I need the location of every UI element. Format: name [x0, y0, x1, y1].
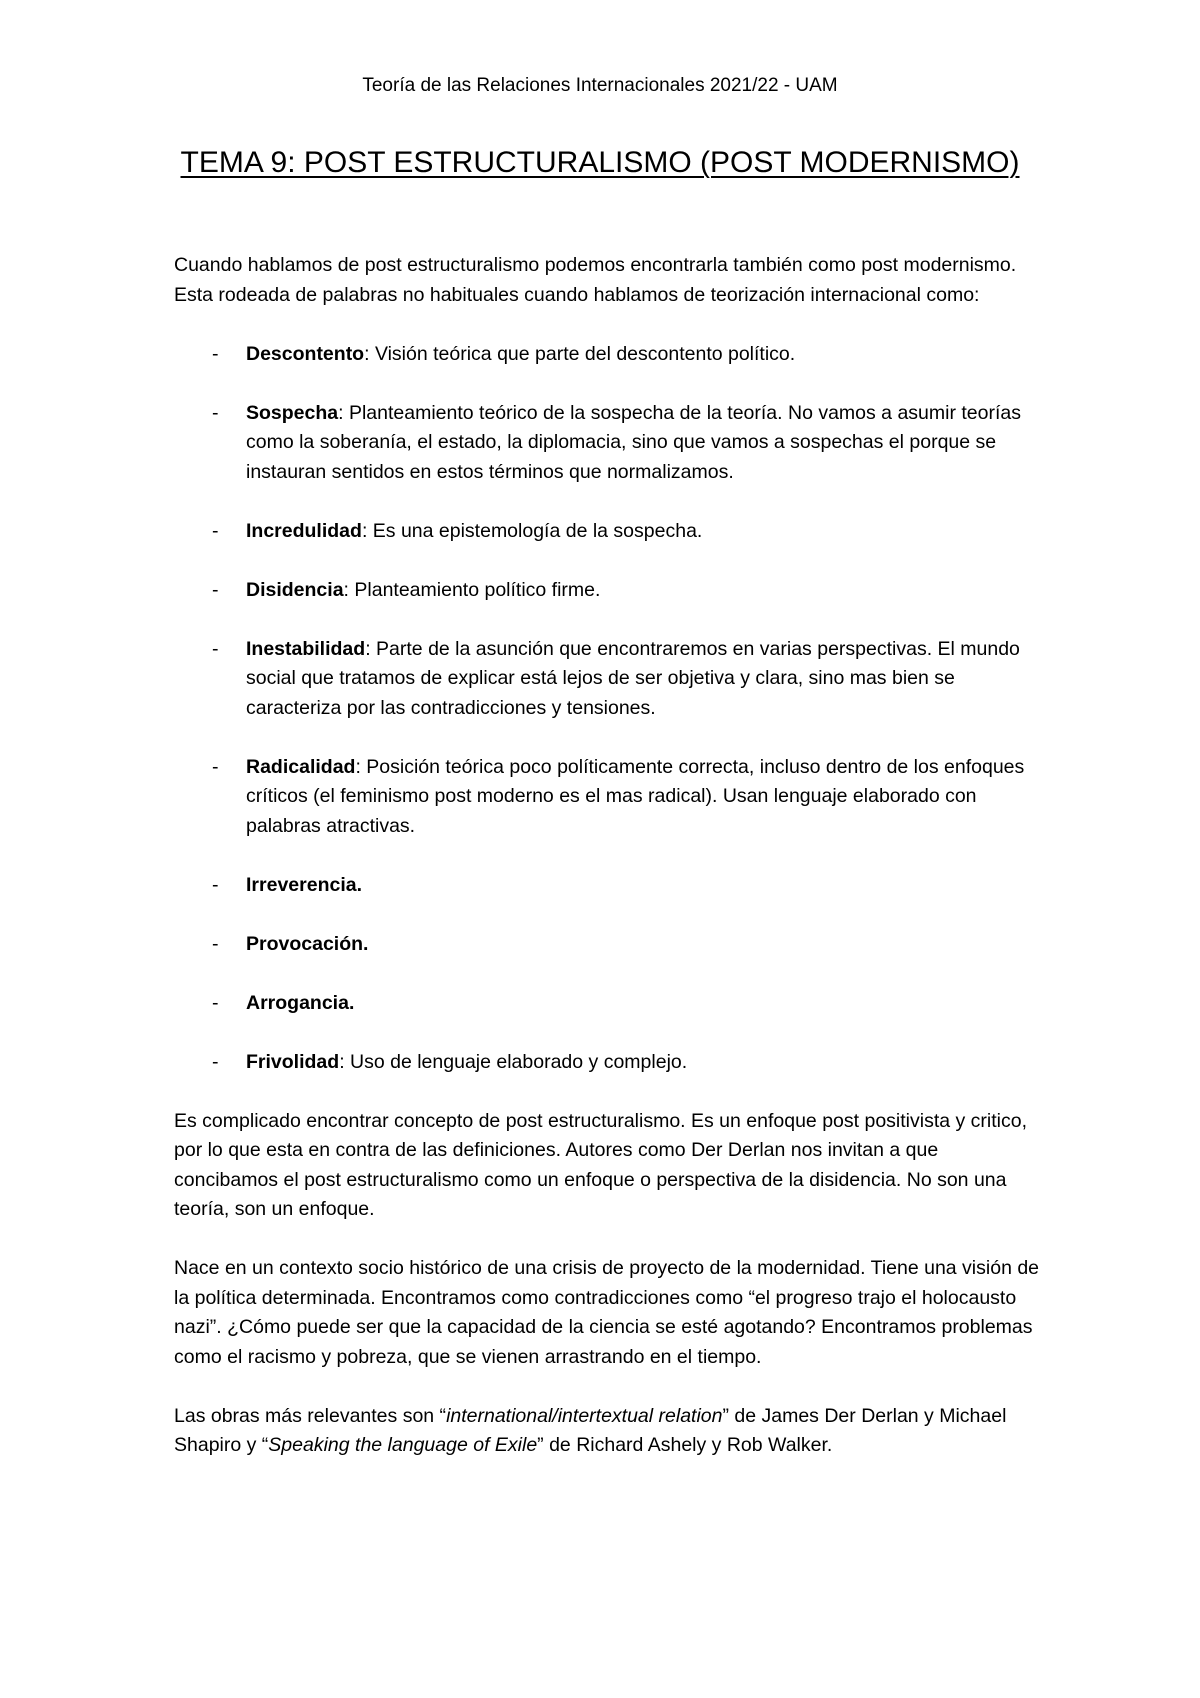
intro-paragraph: Cuando hablamos de post estructuralismo podemos encontrarla también como post modernismo. Esta rodeada de palabras no habituales cuando hablamos de teorización internacional como:: [174, 254, 1017, 306]
list-item-text: Planteamiento teórico de la sospecha de la teoría. No vamos a asumir teorías como la soberanía, el estado, la diplomacia, sino que vamos a sospechas el porque se instauran sentidos en estos términos que normalizamos.: [246, 401, 1021, 483]
list-dash: -: [212, 401, 219, 424]
list-item-text: Parte de la asunción que encontraremos en varias perspectivas. El mundo social que tratamos de explicar está lejos de ser objetiva y clara, sino mas bien se caracteriza por las contradicciones y tensiones.: [246, 637, 1020, 719]
list-item-separator: :: [364, 342, 370, 365]
list-item-arrogancia: [174, 989, 1046, 1019]
list-item-term: Arrogancia.: [246, 991, 355, 1014]
works-paragraph: [174, 1402, 1046, 1461]
page-header: Teoría de las Relaciones Internacionales 2021/22 - UAM: [362, 75, 838, 96]
list-item-separator: :: [365, 637, 371, 660]
list-item-separator: :: [338, 401, 344, 424]
works-text: Las obras más relevantes son “: [174, 1404, 447, 1427]
list-item-text: Planteamiento político firme.: [348, 578, 601, 601]
list-item-text: Visión teórica que parte del descontento político.: [369, 342, 796, 365]
works-text: ” de James Der Derlan y Michael Shapiro y “: [174, 1404, 1007, 1456]
list-item-frivolidad: [174, 1048, 1046, 1078]
list-item-separator: :: [339, 1050, 345, 1073]
list-item-text: Es una epistemología de la sospecha.: [367, 519, 703, 542]
list-item-term: Descontento: [246, 342, 365, 365]
list-item-inestabilidad: [174, 635, 1046, 724]
list-item-text: Uso de lenguaje elaborado y complejo.: [344, 1050, 688, 1073]
list-item-provocacion: [174, 930, 1046, 960]
document-body: [174, 251, 1046, 1490]
list-item-term: Disidencia: [246, 578, 344, 601]
list-item-disidencia: [174, 576, 1046, 606]
list-dash: -: [212, 342, 219, 365]
list-item-sospecha: [174, 399, 1046, 488]
list-dash: -: [212, 1050, 219, 1073]
list-dash: -: [212, 519, 219, 542]
concept-list: [174, 340, 1046, 1078]
list-item-separator: :: [355, 755, 361, 778]
list-item-separator: :: [343, 578, 349, 601]
list-item-radicalidad: [174, 753, 1046, 842]
list-item-term: Frivolidad: [246, 1050, 340, 1073]
list-item-text: Posición teórica poco políticamente correcta, incluso dentro de los enfoques críticos (el feminismo post moderno es el mas radical). Usan lenguaje elaborado con palabras atractivas.: [246, 755, 1025, 837]
work-title: Speaking the language of Exile: [268, 1434, 538, 1456]
list-item-term: Irreverencia.: [246, 873, 363, 896]
document-title: TEMA 9: POST ESTRUCTURALISMO (POST MODERNISMO): [180, 146, 1020, 179]
list-item-term: Inestabilidad: [246, 637, 366, 660]
works-text: ” de Richard Ashely y Rob Walker.: [537, 1434, 833, 1456]
list-item-term: Incredulidad: [246, 519, 362, 542]
list-item-term: Sospecha: [246, 401, 339, 424]
list-dash: -: [212, 932, 219, 955]
list-item-descontento: [174, 340, 1046, 370]
list-item-separator: :: [361, 519, 368, 542]
body-paragraph: Nace en un contexto socio histórico de una crisis de proyecto de la modernidad. Tiene una visión de la política determinada. Encontramos como contradicciones como “el progreso trajo el holocausto nazi”. ¿Cómo puede ser que la capacidad de la ciencia se esté agotando? Encontramos problemas como el racismo y pobreza, que se vienen arrastrando en el tiempo.: [174, 1257, 1040, 1368]
list-dash: -: [212, 991, 219, 1014]
list-item-term: Radicalidad: [246, 755, 356, 778]
list-dash: -: [212, 755, 219, 778]
body-paragraph: Es complicado encontrar concepto de post estructuralismo. Es un enfoque post positivista y critico, por lo que esta en contra de las definiciones. Autores como Der Derlan nos invitan a que concibamos el post estructuralismo como un enfoque o perspectiva de la disidencia. No son una teoría, son un enfoque.: [174, 1109, 1028, 1220]
list-item-irreverencia: [174, 871, 1046, 901]
list-dash: -: [212, 637, 219, 660]
list-item-term: Provocación.: [246, 932, 369, 955]
work-title: international/intertextual relation: [446, 1404, 723, 1427]
list-dash: -: [212, 578, 219, 601]
list-dash: -: [212, 873, 219, 896]
list-item-incredulidad: [174, 517, 1046, 547]
